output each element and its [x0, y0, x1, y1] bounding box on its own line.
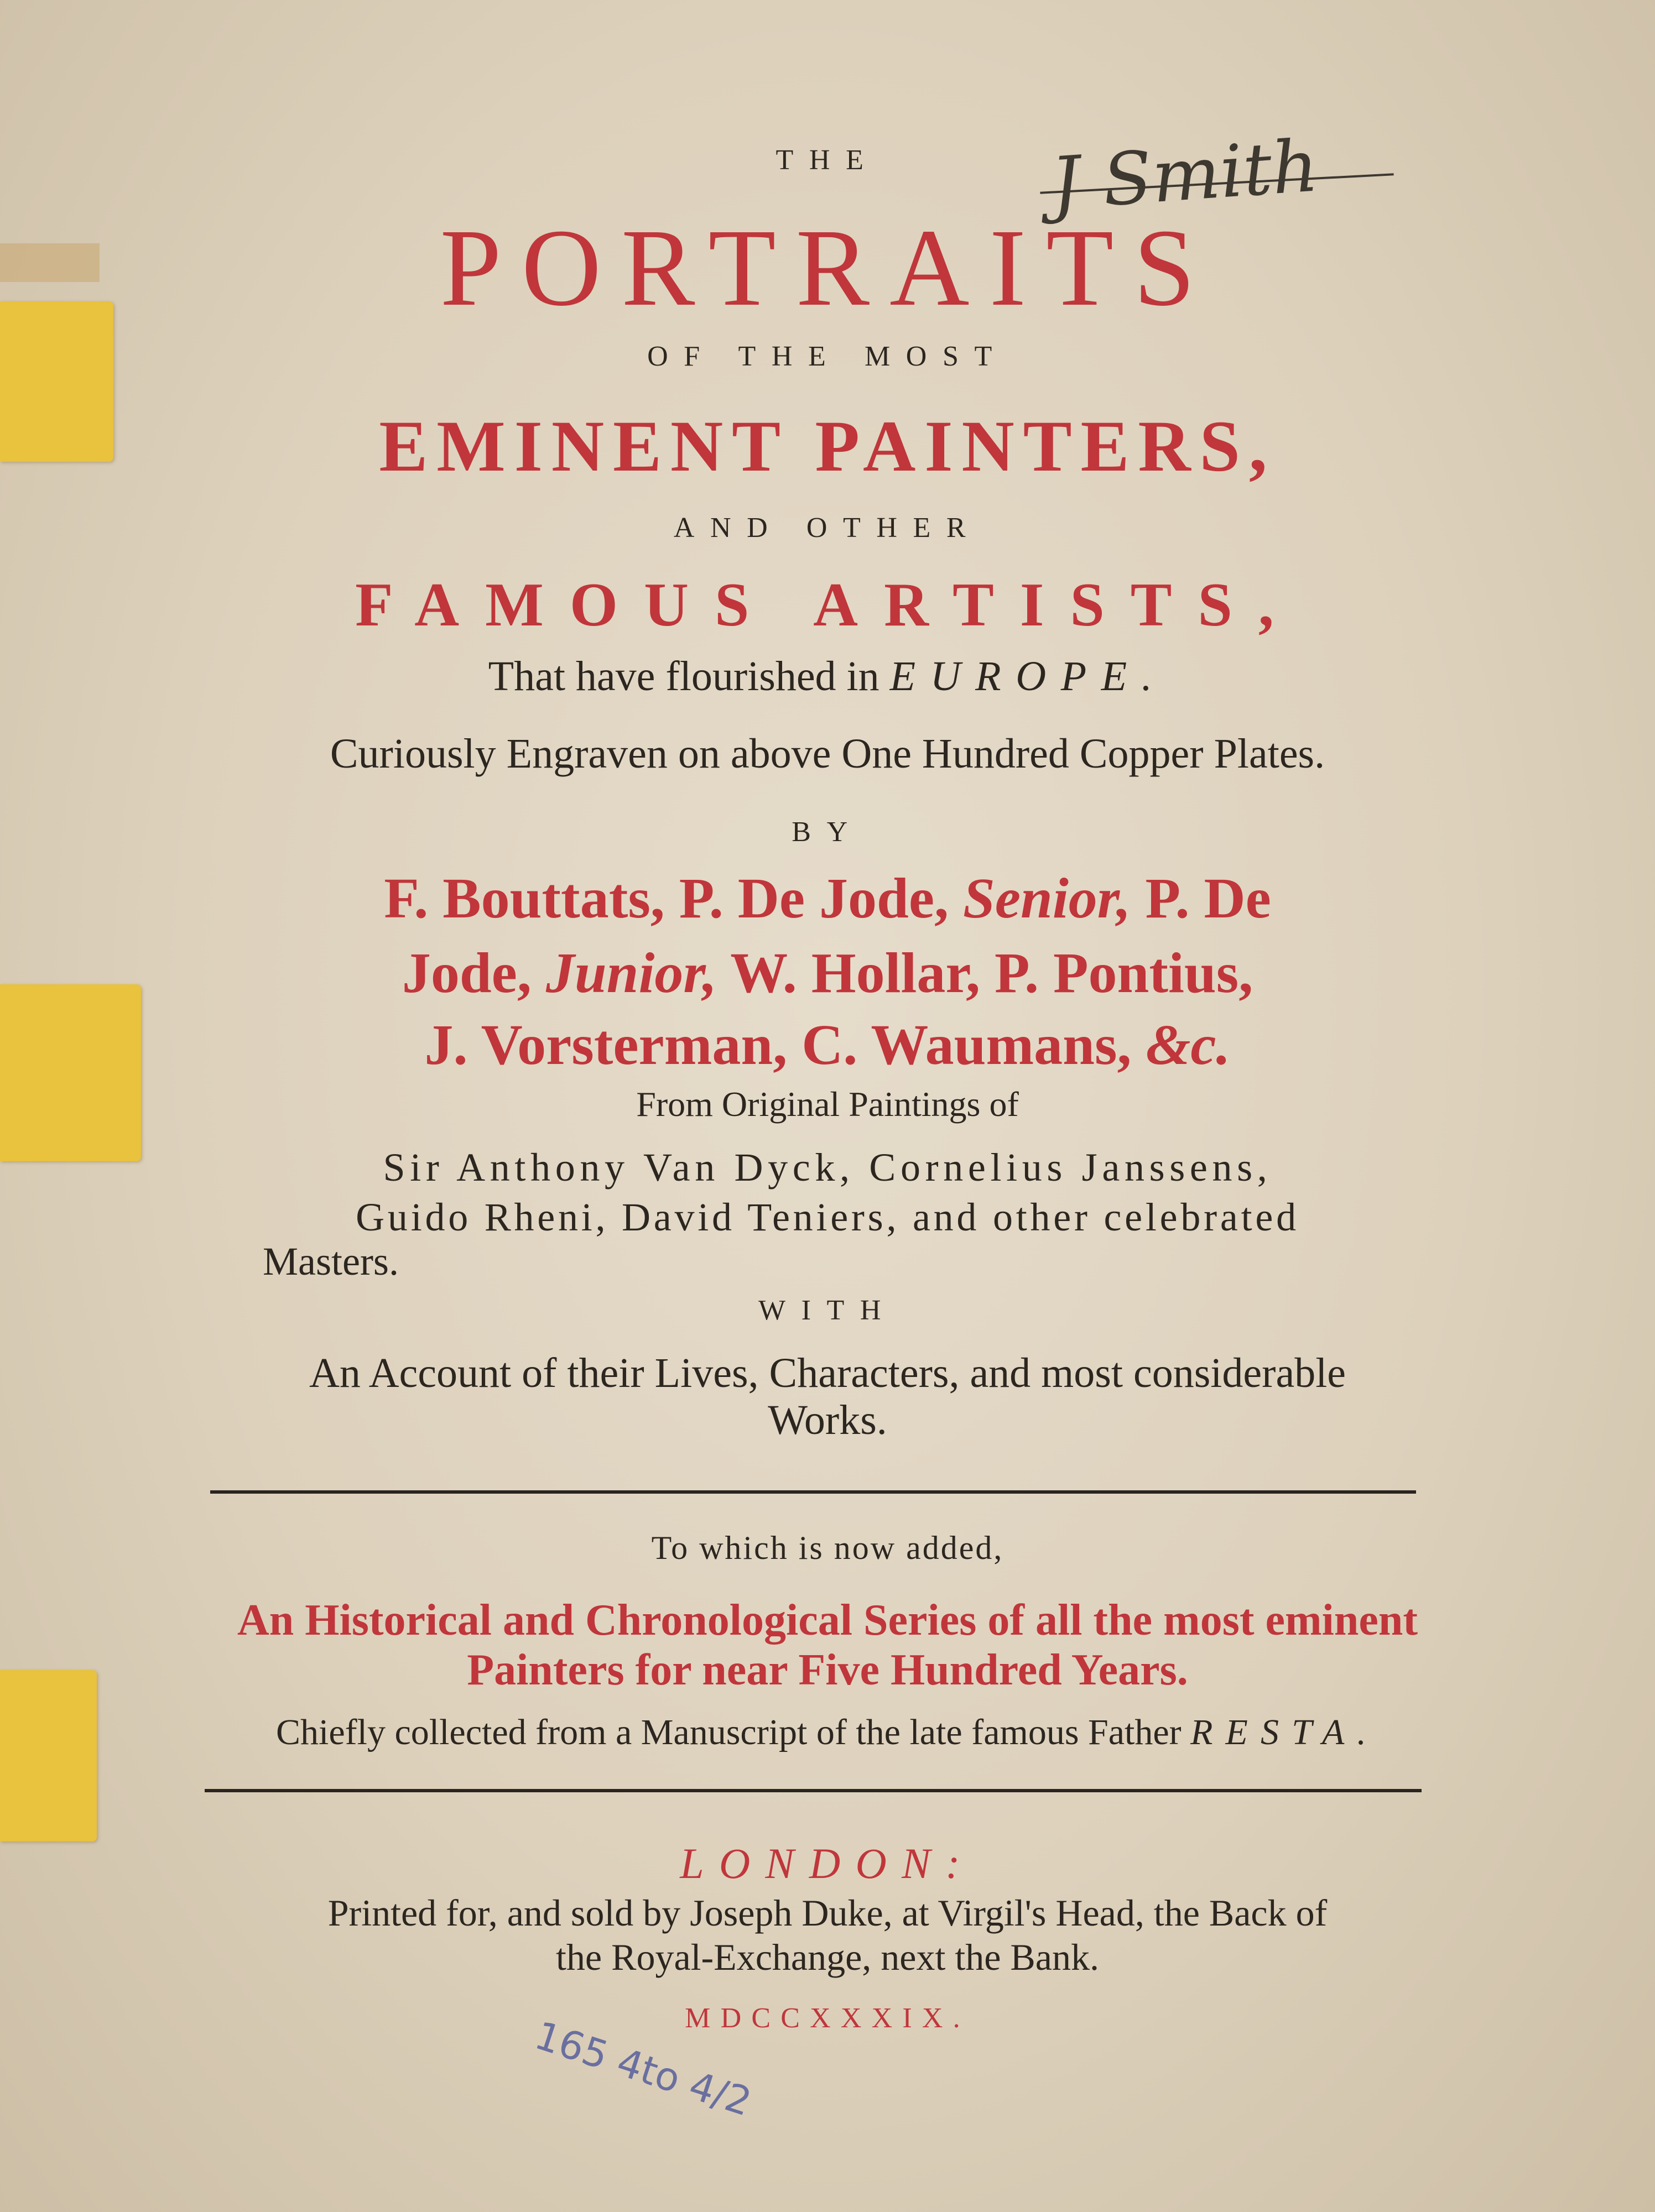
sticky-tab-bottom	[0, 1670, 97, 1841]
pencil-shelfmark: 165 4to 4/2	[529, 2012, 757, 2125]
collected-line	[0, 1712, 1655, 1754]
painters-line-1: Sir Anthony Van Dyck, Cornelius Janssens,	[383, 1145, 1272, 1190]
by-line: BY	[792, 816, 863, 848]
title-the: THE	[776, 144, 879, 176]
divider-rule-1	[210, 1490, 1416, 1494]
engravers-3a: J. Vorsterman, C. Waumans,	[424, 1013, 1132, 1077]
imprint-line-2: the Royal-Exchange, next the Bank.	[556, 1936, 1099, 1978]
account-line-2: Works.	[768, 1397, 887, 1443]
series-line-1: An Historical and Chronological Series of all the most eminent	[237, 1596, 1418, 1645]
painters-line-2: Guido Rheni, David Teniers, and other celebrated	[356, 1195, 1299, 1239]
engravers-line-3	[0, 1012, 1655, 1078]
engravers-line-2	[0, 940, 1655, 1006]
account-line-1: An Account of their Lives, Characters, and most considerable	[309, 1350, 1346, 1396]
collected-text: Chiefly collected from a Manuscript of the late famous Father	[276, 1712, 1182, 1752]
added-intro: To which is now added,	[651, 1530, 1004, 1566]
divider-rule-2	[205, 1789, 1422, 1792]
series-line-2: Painters for near Five Hundred Years.	[467, 1646, 1188, 1694]
from-paintings-line: From Original Paintings of	[636, 1084, 1019, 1124]
engravers-2a: Jode,	[402, 941, 532, 1005]
engravers-3b: &c.	[1146, 1013, 1231, 1077]
flourished-text: That have flourished in	[488, 653, 879, 700]
owner-signature: J Smith	[1048, 123, 1321, 226]
resta-text: RESTA.	[1190, 1712, 1379, 1752]
flourished-line	[0, 653, 1655, 701]
engravers-1b: Senior,	[963, 867, 1131, 930]
imprint-line-1: Printed for, and sold by Joseph Duke, at Virgil's Head, the Back of	[327, 1892, 1328, 1934]
engravers-line-1	[0, 865, 1655, 931]
title-eminent-painters: EMINENT PAINTERS,	[379, 405, 1276, 487]
engraven-line: Curiously Engraven on above One Hundred Copper Plates.	[330, 731, 1325, 777]
engravers-1c: P. De	[1145, 867, 1271, 930]
title-and-other: AND OTHER	[673, 512, 982, 544]
europe-text: EUROPE.	[889, 653, 1167, 700]
engravers-2c: W. Hollar, P. Pontius,	[730, 941, 1253, 1005]
engravers-2b: Junior,	[545, 941, 717, 1005]
imprint-date: MDCCXXXIX.	[685, 2002, 970, 2034]
imprint-london: LONDON:	[680, 1839, 975, 1887]
title-of-the-most: OF THE MOST	[647, 341, 1008, 372]
title-famous-artists: FAMOUS ARTISTS,	[355, 571, 1300, 639]
title-portraits: PORTRAITS	[440, 207, 1215, 329]
engravers-1a: F. Bouttats, P. De Jode,	[384, 867, 949, 930]
with-line: WITH	[758, 1295, 897, 1326]
painters-line-3: Masters.	[263, 1239, 399, 1284]
